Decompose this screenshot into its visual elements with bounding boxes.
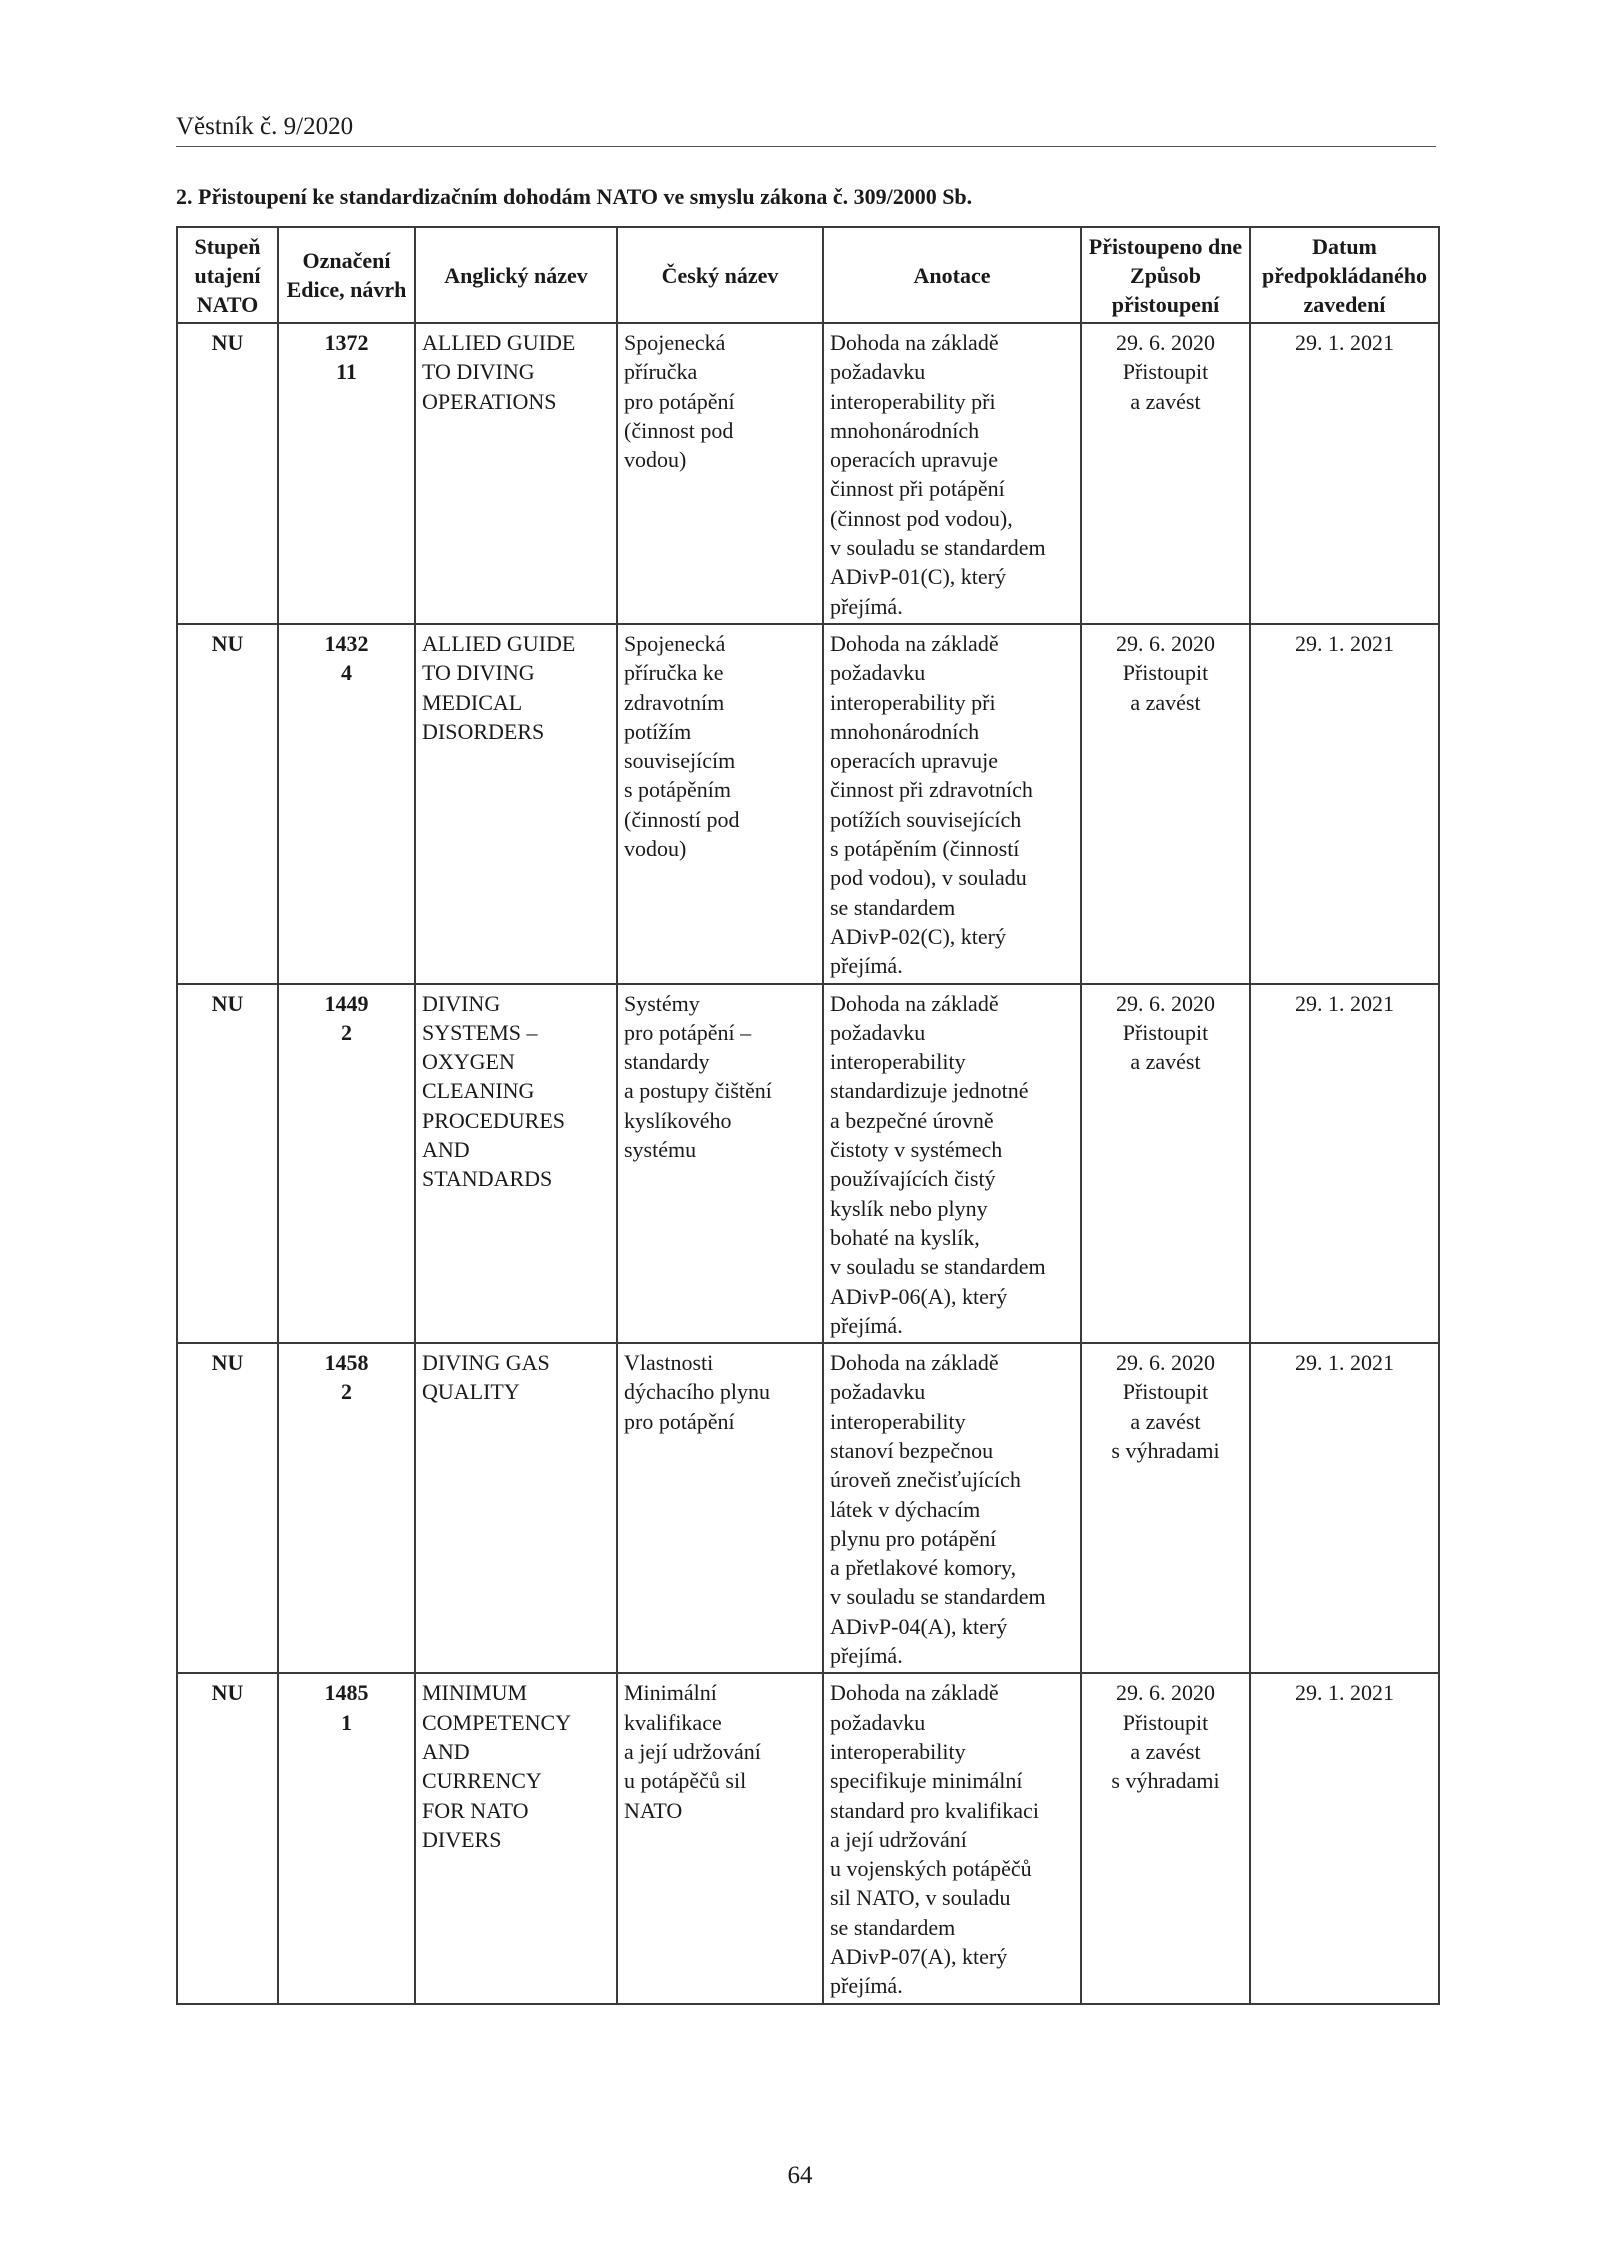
text-line: vodou)	[624, 836, 687, 862]
classification-cell	[177, 1673, 278, 2003]
text-line: čistoty v systémech	[830, 1137, 1003, 1163]
annotation-cell	[823, 984, 1081, 1344]
annotation-cell	[823, 1343, 1081, 1673]
text-line: Anglický název	[444, 262, 588, 288]
stanag-number: 1432	[324, 630, 369, 656]
text-line: přejímá.	[830, 593, 903, 619]
classification-cell	[177, 323, 278, 624]
text-line: a zavést	[1130, 1049, 1201, 1075]
stanag-number: 1372	[324, 330, 369, 355]
text-line: MINIMUM	[422, 1680, 528, 1706]
text-line: vodou)	[624, 447, 687, 473]
text-line: standardy	[624, 1049, 710, 1075]
english-title-cell	[415, 1343, 617, 1673]
text-line: DIVERS	[422, 1826, 502, 1852]
designation-cell	[278, 1343, 415, 1673]
text-line: Dohoda na základě	[830, 1680, 999, 1706]
implementation-date: 29. 1. 2021	[1295, 1350, 1394, 1376]
text-line: přejímá.	[830, 1973, 903, 1999]
implementation-date: 29. 1. 2021	[1295, 330, 1394, 355]
text-line: AND	[422, 1137, 470, 1163]
text-line: Edice, návrh	[286, 277, 407, 302]
accession-cell	[1081, 323, 1250, 624]
text-line: sil NATO, v souladu	[830, 1885, 1011, 1911]
classification-level: NU	[211, 330, 244, 355]
accession-cell	[1081, 624, 1250, 984]
text-line: standardizuje jednotné	[830, 1078, 1029, 1104]
text-line: kyslík nebo plyny	[830, 1195, 988, 1221]
text-line: MEDICAL	[422, 689, 523, 715]
text-line: ALLIED GUIDE	[422, 330, 576, 355]
text-line: předpokládaného	[1261, 262, 1428, 288]
text-line: ALLIED GUIDE	[422, 630, 576, 656]
text-line: požadavku	[830, 1379, 926, 1405]
text-line: zavedení	[1303, 291, 1386, 317]
text-line: interoperability při	[830, 689, 996, 715]
text-line: souvisejícím	[624, 748, 736, 774]
text-line: AND	[422, 1738, 470, 1764]
header-english-title	[415, 227, 617, 323]
implementation-date-cell	[1250, 984, 1439, 1344]
text-line: a přetlakové komory,	[830, 1555, 1017, 1581]
text-line: bohaté na kyslík,	[830, 1224, 980, 1250]
text-line: CURRENCY	[422, 1768, 542, 1794]
text-line: NATO	[624, 1797, 683, 1823]
classification-level: NU	[211, 1350, 244, 1376]
czech-title-cell	[617, 323, 823, 624]
header-implementation-date	[1250, 227, 1439, 323]
text-line: NATO	[196, 291, 259, 317]
text-line: přejímá.	[830, 1312, 903, 1338]
text-line: Anotace	[913, 262, 991, 288]
accession-cell	[1081, 1343, 1250, 1673]
text-line: potížím	[624, 718, 692, 744]
stanag-number: 1485	[324, 1680, 369, 1706]
text-line: Spojenecká	[624, 330, 726, 355]
annotation-cell	[823, 1673, 1081, 2003]
text-line: s výhradami	[1111, 1437, 1220, 1463]
text-line: v souladu se standardem	[830, 535, 1046, 561]
header-classification-level	[177, 227, 278, 323]
text-line: operacích upravuje	[830, 447, 998, 473]
text-line: QUALITY	[422, 1379, 520, 1405]
text-line: Dohoda na základě	[830, 330, 999, 355]
text-line: v souladu se standardem	[830, 1584, 1046, 1610]
text-line: požadavku	[830, 1709, 926, 1735]
text-line: s potápěním (činností	[830, 836, 1020, 862]
text-line: DISORDERS	[422, 718, 545, 744]
text-line: CLEANING	[422, 1078, 535, 1104]
text-line: 29. 6. 2020	[1116, 990, 1215, 1016]
table-row	[177, 624, 1439, 984]
text-line: interoperability	[830, 1408, 966, 1434]
text-line: v souladu se standardem	[830, 1254, 1046, 1280]
czech-title-cell	[617, 1343, 823, 1673]
classification-level: NU	[211, 990, 244, 1016]
text-line: DIVING GAS	[422, 1350, 550, 1376]
text-line: Přistoupit	[1122, 1019, 1209, 1045]
text-line: ADivP-07(A), který	[830, 1944, 1008, 1970]
text-line: u potápěčů sil	[624, 1768, 747, 1794]
designation-cell	[278, 624, 415, 984]
text-line: s výhradami	[1111, 1768, 1220, 1794]
text-line: činnost při zdravotních	[830, 777, 1033, 803]
text-line: Systémy	[624, 990, 700, 1016]
classification-cell	[177, 1343, 278, 1673]
classification-cell	[177, 624, 278, 984]
text-line: Vlastnosti	[624, 1350, 714, 1376]
text-line: přejímá.	[830, 953, 903, 979]
text-line: FOR NATO	[422, 1797, 529, 1823]
text-line: a její udržování	[830, 1826, 967, 1852]
header-annotation	[823, 227, 1081, 323]
text-line: a zavést	[1130, 689, 1201, 715]
page-number: 64	[787, 2162, 813, 2189]
text-line: operacích upravuje	[830, 748, 998, 774]
text-line: (činností pod	[624, 806, 740, 832]
table-body	[177, 323, 1439, 2004]
text-line: a zavést	[1130, 388, 1201, 414]
czech-title-cell	[617, 1673, 823, 2003]
implementation-date: 29. 1. 2021	[1295, 630, 1394, 656]
bulletin-title: Věstník č. 9/2020	[176, 113, 354, 140]
implementation-date: 29. 1. 2021	[1295, 1680, 1394, 1706]
text-line: DIVING	[422, 990, 501, 1016]
text-line: Přistoupeno dne	[1088, 233, 1243, 259]
text-line: COMPETENCY	[422, 1709, 572, 1735]
text-line: Český název	[661, 262, 779, 288]
edition-number: 11	[336, 359, 357, 385]
czech-title-cell	[617, 624, 823, 984]
text-line: 29. 6. 2020	[1116, 1680, 1215, 1706]
implementation-date: 29. 1. 2021	[1295, 990, 1394, 1016]
text-line: Stupeň	[194, 233, 261, 259]
text-line: Přistoupit	[1122, 660, 1209, 686]
text-line: ADivP-06(A), který	[830, 1283, 1008, 1309]
text-line: Spojenecká	[624, 630, 726, 656]
text-line: a zavést	[1130, 1408, 1201, 1434]
text-line: Označení	[302, 248, 391, 273]
text-line: příručka	[624, 359, 698, 385]
text-line: STANDARDS	[422, 1166, 553, 1192]
text-line: kyslíkového	[624, 1107, 732, 1133]
text-line: Přistoupit	[1122, 1709, 1209, 1735]
text-line: Dohoda na základě	[830, 630, 999, 656]
header-czech-title	[617, 227, 823, 323]
text-line: Způsob	[1130, 262, 1201, 288]
text-line: Dohoda na základě	[830, 1350, 999, 1376]
text-line: Datum	[1312, 233, 1377, 259]
stanag-number: 1449	[324, 990, 369, 1016]
text-line: 29. 6. 2020	[1116, 1350, 1215, 1376]
nato-standards-table	[176, 226, 1440, 2005]
text-line: pod vodou), v souladu	[830, 865, 1027, 891]
edition-number: 1	[341, 1709, 352, 1735]
text-line: s potápěním	[624, 777, 731, 803]
text-line: pro potápění	[624, 388, 735, 414]
text-line: ADivP-01(C), který	[830, 564, 1006, 590]
text-line: činnost při potápění	[830, 476, 1005, 502]
text-line: systému	[624, 1137, 697, 1163]
text-line: standard pro kvalifikaci	[830, 1797, 1039, 1823]
edition-number: 2	[341, 1379, 352, 1405]
text-line: požadavku	[830, 359, 926, 385]
stanag-number: 1458	[324, 1350, 369, 1376]
table-row	[177, 1343, 1439, 1673]
edition-number: 2	[341, 1019, 352, 1045]
text-line: specifikuje minimální	[830, 1768, 1023, 1794]
text-line: 29. 6. 2020	[1116, 330, 1215, 355]
text-line: požadavku	[830, 660, 926, 686]
text-line: mnohonárodních	[830, 718, 980, 744]
english-title-cell	[415, 984, 617, 1344]
edition-number: 4	[341, 660, 352, 686]
designation-cell	[278, 1673, 415, 2003]
text-line: interoperability	[830, 1738, 966, 1764]
header-accession	[1081, 227, 1250, 323]
table-row	[177, 984, 1439, 1344]
text-line: látek v dýchacím	[830, 1496, 981, 1522]
classification-cell	[177, 984, 278, 1344]
table-header-row	[177, 227, 1439, 323]
text-line: OXYGEN	[422, 1049, 515, 1075]
designation-cell	[278, 323, 415, 624]
text-line: pro potápění	[624, 1408, 735, 1434]
text-line: a postupy čištění	[624, 1078, 772, 1104]
annotation-cell	[823, 624, 1081, 984]
implementation-date-cell	[1250, 624, 1439, 984]
text-line: interoperability	[830, 1049, 966, 1075]
classification-level: NU	[211, 1680, 244, 1706]
text-line: (činnost pod vodou),	[830, 505, 1013, 531]
table-row	[177, 323, 1439, 624]
table-row	[177, 1673, 1439, 2003]
text-line: pro potápění –	[624, 1019, 752, 1045]
text-line: ADivP-04(A), který	[830, 1613, 1008, 1639]
text-line: Minimální	[624, 1680, 717, 1706]
text-line: plynu pro potápění	[830, 1525, 997, 1551]
english-title-cell	[415, 1673, 617, 2003]
text-line: OPERATIONS	[422, 388, 557, 414]
text-line: Přistoupit	[1122, 1379, 1209, 1405]
text-line: Přistoupit	[1122, 359, 1209, 385]
text-line: stanoví bezpečnou	[830, 1437, 994, 1463]
text-line: dýchacího plynu	[624, 1379, 771, 1405]
text-line: mnohonárodních	[830, 417, 980, 443]
english-title-cell	[415, 323, 617, 624]
text-line: úroveň znečisťujících	[830, 1467, 1021, 1493]
text-line: a její udržování	[624, 1738, 761, 1764]
accession-cell	[1081, 984, 1250, 1344]
text-line: příručka ke	[624, 660, 724, 686]
text-line: zdravotním	[624, 689, 725, 715]
text-line: se standardem	[830, 1914, 956, 1940]
text-line: ADivP-02(C), který	[830, 923, 1006, 949]
text-line: TO DIVING	[422, 359, 535, 385]
text-line: potížích souvisejících	[830, 806, 1022, 832]
text-line: přejímá.	[830, 1643, 903, 1669]
text-line: interoperability při	[830, 388, 996, 414]
header-designation	[278, 227, 415, 323]
designation-cell	[278, 984, 415, 1344]
english-title-cell	[415, 624, 617, 984]
page-header	[176, 112, 1436, 147]
section-heading: 2. Přistoupení ke standardizačním dohodám NATO ve smyslu zákona č. 309/2000 Sb.	[176, 184, 973, 209]
text-line: a zavést	[1130, 1738, 1201, 1764]
text-line: a bezpečné úrovně	[830, 1107, 994, 1133]
text-line: SYSTEMS –	[422, 1019, 538, 1045]
text-line: používajících čistý	[830, 1166, 996, 1192]
text-line: požadavku	[830, 1019, 926, 1045]
czech-title-cell	[617, 984, 823, 1344]
text-line: utajení	[194, 262, 261, 288]
text-line: u vojenských potápěčů	[830, 1856, 1032, 1882]
text-line: TO DIVING	[422, 660, 535, 686]
text-line: (činnost pod	[624, 417, 734, 443]
implementation-date-cell	[1250, 1673, 1439, 2003]
accession-cell	[1081, 1673, 1250, 2003]
text-line: Dohoda na základě	[830, 990, 999, 1016]
text-line: přistoupení	[1111, 291, 1220, 317]
text-line: kvalifikace	[624, 1709, 722, 1735]
text-line: PROCEDURES	[422, 1107, 566, 1133]
classification-level: NU	[211, 630, 244, 656]
implementation-date-cell	[1250, 323, 1439, 624]
text-line: 29. 6. 2020	[1116, 630, 1215, 656]
text-line: se standardem	[830, 894, 956, 920]
implementation-date-cell	[1250, 1343, 1439, 1673]
annotation-cell	[823, 323, 1081, 624]
